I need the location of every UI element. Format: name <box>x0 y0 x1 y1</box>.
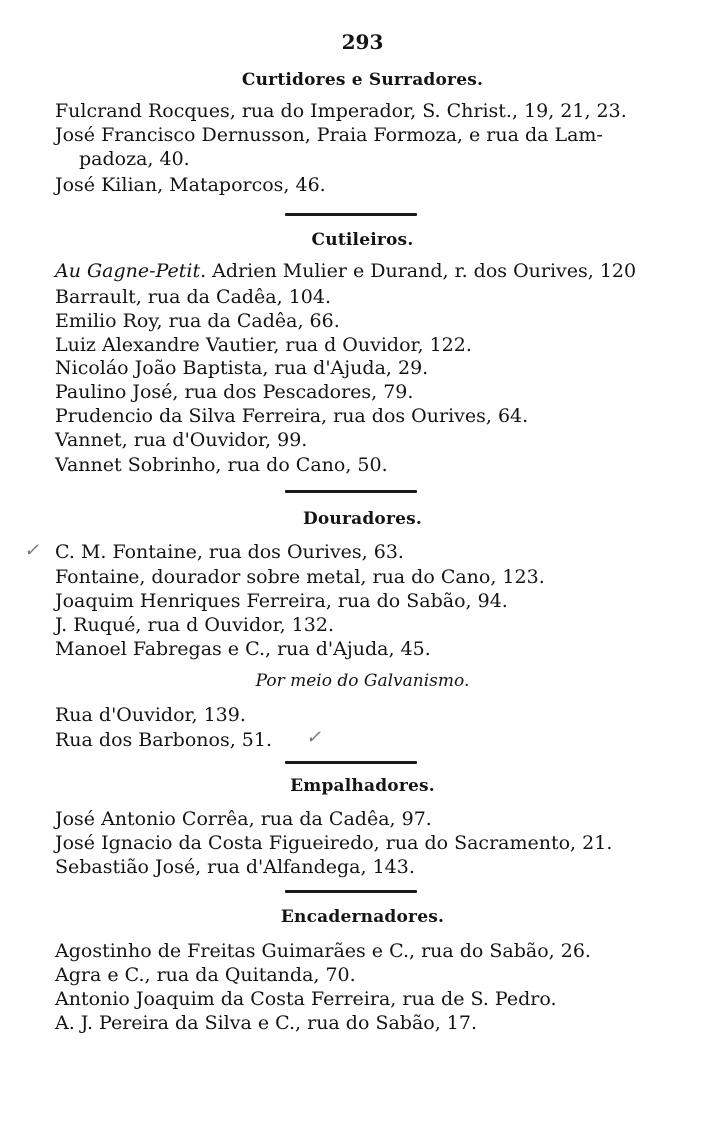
list-item: Rua dos Barbonos, 51. <box>55 729 272 751</box>
list-item: Joaquim Henriques Ferreira, rua do Sabão, 94. <box>55 590 508 612</box>
list-item: Manoel Fabregas e C., rua d'Ajuda, 45. <box>55 638 431 660</box>
section-divider <box>285 761 417 764</box>
list-item: Rua d'Ouvidor, 139. <box>55 704 246 726</box>
page-number: 293 <box>341 30 384 54</box>
list-item: José Antonio Corrêa, rua da Cadêa, 97. <box>55 808 432 830</box>
list-item: José Francisco Dernusson, Praia Formoza, e rua da Lam- <box>55 124 603 146</box>
checkmark-icon: ✓ <box>24 540 40 561</box>
list-item: Prudencio da Silva Ferreira, rua dos Ourives, 64. <box>55 405 529 427</box>
list-item: Emilio Roy, rua da Cadêa, 66. <box>55 310 340 332</box>
list-item: Sebastião José, rua d'Alfandega, 143. <box>55 856 415 878</box>
section-heading-encadernadores: Encadernadores. <box>280 907 445 927</box>
list-item: Barrault, rua da Cadêa, 104. <box>55 286 332 308</box>
list-item: Fontaine, dourador sobre metal, rua do Cano, 123. <box>55 566 545 588</box>
list-item: Antonio Joaquim da Costa Ferreira, rua de S. Pedro. <box>55 988 557 1010</box>
list-item: Vannet Sobrinho, rua do Cano, 50. <box>55 454 388 476</box>
list-item: C. M. Fontaine, rua dos Ourives, 63. <box>55 541 404 563</box>
section-divider <box>285 890 417 893</box>
list-item <box>55 260 636 282</box>
section-divider <box>285 490 417 493</box>
section-divider <box>285 213 417 216</box>
list-item: Nicoláo João Baptista, rua d'Ajuda, 29. <box>55 357 429 379</box>
section-heading-empalhadores: Empalhadores. <box>290 776 435 796</box>
list-item-rest: Adrien Mulier e Durand, r. dos Ourives, 120 <box>206 260 637 282</box>
section-heading-douradores: Douradores. <box>302 509 423 529</box>
section-heading-cutileiros: Cutileiros. <box>311 230 414 250</box>
section-heading-curtidores: Curtidores e Surradores. <box>241 70 484 90</box>
list-item: Agra e C., rua da Quitanda, 70. <box>55 964 356 986</box>
list-item: Agostinho de Freitas Guimarães e C., rua do Sabão, 26. <box>55 940 591 962</box>
shop-name: Au Gagne-Petit. <box>55 260 207 282</box>
list-item: José Kilian, Mataporcos, 46. <box>55 174 326 196</box>
list-item: José Ignacio da Costa Figueiredo, rua do Sacramento, 21. <box>55 832 613 854</box>
list-item-continuation: padoza, 40. <box>79 148 190 170</box>
checkmark-icon: ✓ <box>306 727 322 748</box>
list-item: Vannet, rua d'Ouvidor, 99. <box>55 429 308 451</box>
list-item: Paulino José, rua dos Pescadores, 79. <box>55 381 414 403</box>
subsection-heading-galvanismo: Por meio do Galvanismo. <box>255 671 470 691</box>
list-item: J. Ruqué, rua d Ouvidor, 132. <box>55 614 334 636</box>
list-item: Luiz Alexandre Vautier, rua d Ouvidor, 122. <box>55 334 472 356</box>
list-item: Fulcrand Rocques, rua do Imperador, S. Christ., 19, 21, 23. <box>55 100 627 122</box>
list-item: A. J. Pereira da Silva e C., rua do Sabão, 17. <box>55 1012 478 1034</box>
